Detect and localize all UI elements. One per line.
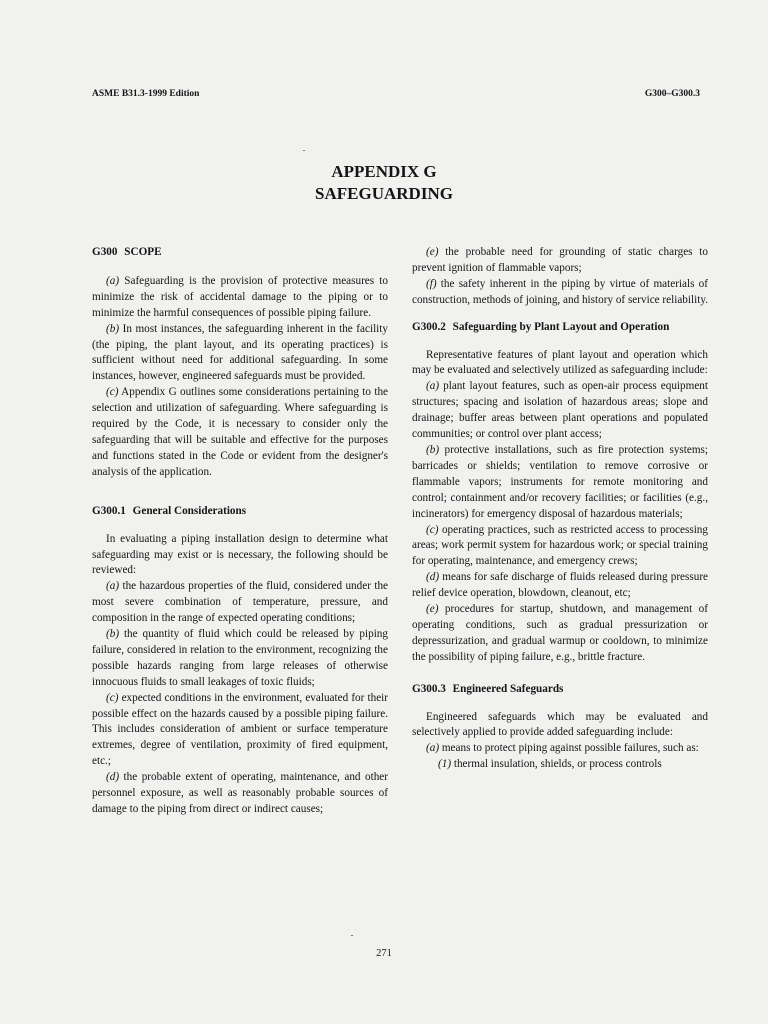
heading-number: G300.1: [92, 504, 126, 517]
scan-speck: [303, 150, 305, 151]
paragraph-g300-1-intro: In evaluating a piping installation design to determine what safeguarding may exist or is necessary, the following should be reviewed:: [92, 532, 388, 577]
heading-g300: [92, 245, 388, 261]
left-column: [92, 245, 388, 818]
item-text: Appendix G outlines some considerations pertaining to the selection and utilization of safeguarding. Where safeguarding is required by the Code, it is necessary to consider only the safeguarding that will be suitable and effective for the purposes and functions stated in the Code or evident from the designer's analysis of the application.: [92, 386, 389, 478]
scan-speck: [351, 935, 353, 936]
appendix-title: [0, 161, 768, 205]
item-text: the hazardous properties of the fluid, considered under the most severe combination of temperature, pressure, and composition in the range of expected operating conditions;: [92, 580, 389, 625]
item-label: (c): [106, 691, 119, 704]
item-label: (d): [106, 771, 120, 784]
item-label: (c): [106, 386, 119, 399]
heading-g300-1: [92, 504, 388, 520]
header-edition: ASME B31.3-1999 Edition: [92, 89, 200, 99]
item-label: (c): [426, 523, 439, 536]
paragraph-g300-2-c: [412, 523, 708, 571]
item-text: operating practices, such as restricted access to processing areas; work permit system for hazardous work; or special training for operating, maintenance, and emergency crews;: [412, 523, 708, 568]
paragraph-g300-3-intro: Engineered safeguards which may be evaluated and selectively applied to provide added safeguarding include:: [412, 710, 708, 739]
heading-text: Engineered Safeguards: [452, 682, 564, 695]
item-label: (b): [106, 628, 120, 641]
page-number: 271: [376, 948, 392, 959]
paragraph-g300-b: [92, 322, 388, 386]
item-text: the quantity of fluid which could be released by piping failure, considered in relation to the environment, recognizing the possible hazards ranging from large releases of otherwise innocuous fluids to small leakages of toxic fluids;: [92, 628, 388, 688]
paragraph-g300-2-b: [412, 443, 708, 523]
heading-number: G300.3: [412, 682, 446, 695]
item-text: the probable extent of operating, maintenance, and other personnel exposure, as well as reasonably probable sources of damage to the piping from direct or indirect causes;: [92, 771, 388, 815]
paragraph-g300-2-e: [412, 602, 708, 666]
paragraph-g300-1-f: [412, 277, 708, 309]
paragraph-g300-1-e: [412, 245, 708, 277]
item-label: (a): [106, 580, 120, 593]
running-header: [92, 89, 700, 99]
paragraph-g300-a: [92, 274, 388, 322]
item-label: (a): [426, 380, 440, 393]
item-text: the probable need for grounding of static charges to prevent ignition of flammable vapors;: [412, 246, 708, 274]
item-label: (e): [426, 246, 439, 258]
item-label: (f): [426, 277, 437, 290]
paragraph-g300-1-d: [92, 770, 388, 818]
paragraph-g300-1-c: [92, 691, 388, 771]
item-text: plant layout features, such as open-air process equipment structures; spacing and isolation of hazardous areas; slope and drainage; buffer areas between plant operations and populated communities; or control over plant access;: [412, 380, 708, 441]
appendix-label: APPENDIX G: [331, 162, 437, 181]
heading-g300-2: [412, 320, 708, 336]
paragraph-g300-2-a: [412, 379, 708, 443]
item-text: procedures for startup, shutdown, and management of operating conditions, such as gradual pressurization or depressurization, and gradual warmup or cooldown, to minimize the possibility of piping failure, e.g., brittle fracture.: [412, 603, 708, 663]
paragraph-g300-2-intro: Representative features of plant layout and operation which may be evaluated and selectively utilized as safeguarding include:: [412, 348, 708, 377]
item-text: means to protect piping against possible failures, such as:: [441, 742, 699, 755]
item-label: (a): [426, 742, 440, 755]
item-text: thermal insulation, shields, or process controls: [453, 758, 662, 771]
heading-number: G300: [92, 246, 118, 258]
right-column: [412, 245, 708, 773]
paragraph-g300-3-a: [412, 741, 708, 757]
paragraph-g300-2-d: [412, 570, 708, 602]
item-label: (1): [438, 758, 452, 771]
item-text: the safety inherent in the piping by virtue of materials of construction, methods of joining, and history of service reliability.: [412, 277, 709, 306]
item-label: (b): [426, 443, 440, 456]
item-text: Safeguarding is the provision of protective measures to minimize the risk of accidental damage to the piping or to minimize the harmful consequences of possible piping failure.: [92, 274, 389, 319]
item-label: (a): [106, 274, 120, 287]
header-section-range: G300–G300.3: [644, 89, 700, 99]
appendix-subject: SAFEGUARDING: [315, 184, 453, 203]
item-label: (b): [106, 322, 120, 335]
paragraph-g300-1-b: [92, 627, 388, 691]
item-label: (d): [426, 571, 440, 584]
paragraph-g300-1-a: [92, 579, 388, 627]
item-label: (e): [426, 603, 439, 616]
heading-text: Safeguarding by Plant Layout and Operation: [452, 320, 670, 333]
heading-g300-3: [412, 682, 708, 698]
item-text: expected conditions in the environment, evaluated for their possible effect on the hazards caused by a possible piping failure. This includes consideration of ambient or surface temperature extremes, degree of ventilation, proximity of fired equipment, etc.;: [92, 691, 389, 768]
item-text: In most instances, the safeguarding inherent in the facility (the piping, the plant layout, and its operating practices) is sufficient without need for additional safeguarding. In some instances, however, engineered safeguards must be provided.: [92, 322, 388, 383]
paragraph-g300-3-a-1: [412, 757, 708, 773]
heading-text: General Considerations: [132, 504, 247, 517]
item-text: protective installations, such as fire protection systems; barricades or shields; ventilation to remove corrosive or flammable vapors; instruments for remote monitoring and control; containment and/or recovery facilities; or facilities (e.g., incinerators) for emergency disposal of hazardous materials;: [412, 443, 709, 520]
paragraph-g300-c: [92, 385, 388, 480]
item-text: means for safe discharge of fluids released during pressure relief device operation, blowdown, cleanout, etc;: [412, 571, 709, 600]
heading-text: SCOPE: [124, 246, 162, 258]
heading-number: G300.2: [412, 320, 446, 333]
